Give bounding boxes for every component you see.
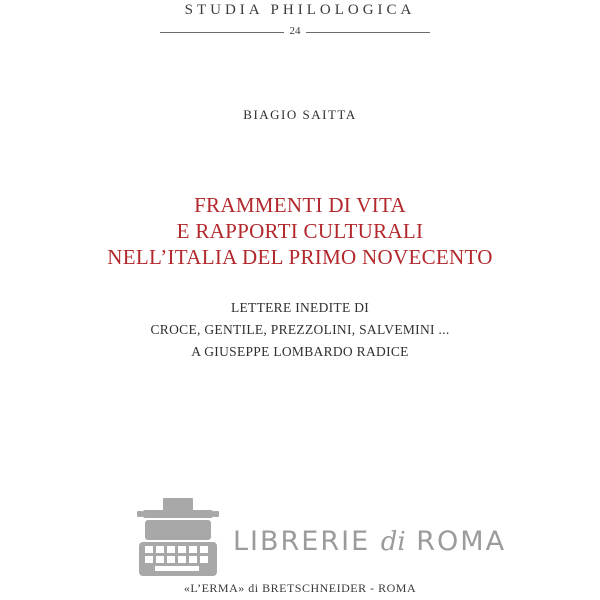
- subtitle-line-1: LETTERE INEDITE DI: [230, 300, 370, 315]
- title-line-3: NELL’ITALIA DEL PRIMO NOVECENTO: [107, 245, 493, 269]
- series-rule-left: [160, 32, 284, 33]
- watermark-text-end: ROMA: [405, 526, 507, 557]
- book-title: [0, 192, 600, 270]
- subtitle-line-2: CROCE, GENTILE, PREZZOLINI, SALVEMINI ...: [150, 322, 450, 337]
- publisher-name: «L’ERMA» di BRETSCHNEIDER - ROMA: [183, 581, 417, 595]
- watermark-text-italic: di: [380, 527, 406, 557]
- title-line-2: E RAPPORTI CULTURALI: [176, 219, 424, 243]
- title-line-1: FRAMMENTI DI VITA: [194, 193, 406, 217]
- subtitle-line-3: A GIUSEPPE LOMBARDO RADICE: [191, 344, 409, 359]
- author-name: BIAGIO SAITTA: [243, 107, 357, 122]
- series-number: 24: [289, 25, 301, 37]
- book-subtitle: [0, 297, 600, 363]
- watermark-text: [233, 526, 506, 557]
- typewriter-icon: [133, 498, 223, 578]
- series-rule-right: [306, 32, 430, 33]
- watermark-text-main: LIBRERIE: [233, 526, 381, 557]
- watermark: [133, 498, 507, 578]
- series-title: STUDIA PHILOLOGICA: [184, 2, 416, 18]
